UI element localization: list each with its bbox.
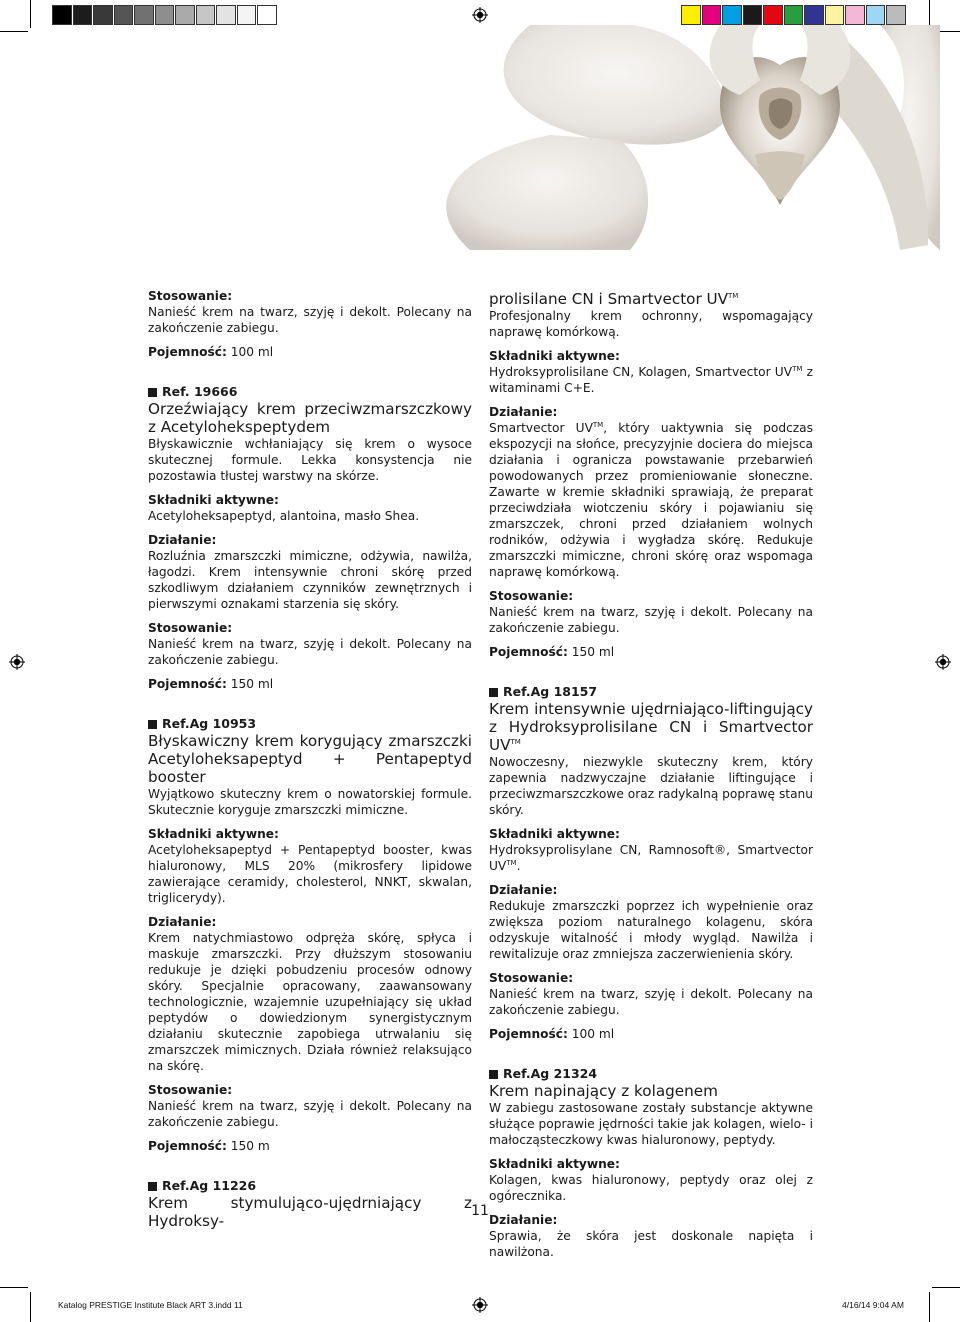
color-swatch xyxy=(784,5,804,25)
usage-text: Nanieść krem na twarz, szyję i dekolt. Polecany na zakończenie zabiegu. xyxy=(489,987,813,1017)
usage-label: Stosowanie: xyxy=(489,589,574,603)
color-swatch xyxy=(237,5,257,25)
color-swatch xyxy=(681,5,701,25)
usage-text: Nanieść krem na twarz, szyję i dekolt. Polecany na zakończenie zabiegu. xyxy=(148,305,472,335)
ingredients-label: Składniki aktywne: xyxy=(489,1157,620,1171)
color-swatch xyxy=(134,5,154,25)
action-text: Redukuje zmarszczki poprzez ich wypełnienie oraz zwiększa poziom naturalnego kolagenu, skóra odzyskuje witalność i młody wygląd. Nawilża i rewitalizuje oraz zmniejsza zaczerwienienia skóry. xyxy=(489,899,813,961)
capacity-label: Pojemność: xyxy=(489,1027,568,1041)
usage-text: Nanieść krem na twarz, szyję i dekolt. Polecany na zakończenie zabiegu. xyxy=(148,1099,472,1129)
color-swatch xyxy=(52,5,72,25)
color-swatch xyxy=(743,5,763,25)
color-swatch xyxy=(216,5,236,25)
product-title-continued: prolisilane CN i Smartvector UV™ xyxy=(489,290,739,308)
ingredients-text: Acetyloheksapeptyd + Pentapeptyd booster, kwas hialuronowy, MLS 20% (mikrosfery lipidowe zawierające ceramidy, cholesterol, NNKT, skwalan, triglicerydy). xyxy=(148,843,472,905)
color-swatch xyxy=(257,5,277,25)
color-swatch xyxy=(155,5,175,25)
product-intro: W zabiegu zastosowane zostały substancje aktywne służące poprawie jędrności takie jak kolagen, wielo- i małocząsteczkowy kwas hialuronowy, peptydy. xyxy=(489,1101,813,1147)
action-text: Rozluźnia zmarszczki mimiczne, odżywia, nawilża, łagodzi. Krem intensywnie chroni skórę przed szkodliwym działaniem czynników zewnętrznych i pierwszymi oznakami starzenia się skóry. xyxy=(148,549,472,611)
color-bar xyxy=(681,5,907,27)
trim-mark xyxy=(929,1292,930,1322)
color-swatch xyxy=(114,5,134,25)
capacity-value: 150 ml xyxy=(230,677,274,691)
registration-mark-icon xyxy=(472,7,488,23)
ingredients-label: Składniki aktywne: xyxy=(489,349,620,363)
color-swatch xyxy=(722,5,742,25)
registration-mark-icon xyxy=(9,654,25,670)
trim-mark xyxy=(0,31,28,32)
date-slug: 4/16/14 9:04 AM xyxy=(842,1300,904,1310)
file-slug: Katalog PRESTIGE Institute Black ART 3.indd 11 xyxy=(58,1300,243,1310)
usage-label: Stosowanie: xyxy=(148,1083,233,1097)
trim-mark xyxy=(932,1287,960,1288)
action-label: Działanie: xyxy=(489,405,558,419)
product-title: Błyskawiczny krem korygujący zmarszczki Acetyloheksapeptyd + Pentapeptyd booster xyxy=(148,732,472,786)
color-swatch xyxy=(702,5,722,25)
capacity-label: Pojemność: xyxy=(489,645,568,659)
action-text: Sprawia, że skóra jest doskonale napięta i nawilżona. xyxy=(489,1229,813,1259)
usage-label: Stosowanie: xyxy=(148,621,233,635)
capacity-label: Pojemność: xyxy=(148,677,227,691)
capacity-value: 100 ml xyxy=(571,1027,615,1041)
ingredients-text: Hydroksyprolisilane CN, Kolagen, Smartvector UV™ z witaminami C+E. xyxy=(489,364,813,395)
trim-mark xyxy=(929,0,930,28)
usage-text: Nanieść krem na twarz, szyję i dekolt. Polecany na zakończenie zabiegu. xyxy=(489,605,813,635)
product-title: Krem stymulująco-ujędrniający z Hydroksy- xyxy=(148,1194,472,1230)
action-text: Krem natychmiastowo odpręża skórę, spłyca i maskuje zmarszczki. Przy dłuższym stosowaniu redukuje je dzięki pobudzeniu procesów odnowy skóry. Specjalnie opracowany, zaawansowany technologicznie, wzajemnie uzupełniający się układ peptydów o dowiedzionym synergistycznym działaniu skutecznie zapobiega utrwalaniu się zmarszczek mimicznych. Działa również relaksująco na skórę. xyxy=(148,931,472,1073)
capacity-label: Pojemność: xyxy=(148,1139,227,1153)
usage-text: Nanieść krem na twarz, szyję i dekolt. Polecany na zakończenie zabiegu. xyxy=(148,637,472,667)
trim-mark xyxy=(0,1287,28,1288)
product-intro: Nowoczesny, niezwykle skuteczny krem, który zapewnia nadzwyczajne działanie liftingujące i przeciwzmarszczkowe oraz radykalną poprawę stanu skóry. xyxy=(489,755,813,817)
color-swatch xyxy=(866,5,886,25)
product-intro: Profesjonalny krem ochronny, wspomagający naprawę komórkową. xyxy=(489,309,813,339)
color-swatch xyxy=(175,5,195,25)
ingredients-text: Acetyloheksapeptyd, alantoina, masło Shea. xyxy=(148,509,420,523)
capacity-value: 150 ml xyxy=(571,645,615,659)
trim-mark xyxy=(30,0,31,28)
action-label: Działanie: xyxy=(489,1213,558,1227)
product-title: Krem intensywnie ujędrniająco-liftingujący z Hydroksyprolisilane CN i Smartvector UV™ xyxy=(489,700,813,754)
ingredients-text: Hydroksyprolisylane CN, Ramnosoft®, Smartvector UV™. xyxy=(489,843,813,873)
product-ref: Ref. 19666 xyxy=(148,384,472,400)
action-text: Smartvector UV™, który uaktywnia się podczas ekspozycji na słońce, precyzyjnie dociera do miejsca działania i ogranicza powstawanie przebarwień powodowanych przez promieniowanie słoneczne. Zawarte w kremie składniki sprawiają, że preparat przeciwdziała wiotczeniu skóry i pojawianiu się zmarszczek, chroni przed działaniem wolnych rodników, odżywia i wygładza skórę. Redukuje zmarszczki mimiczne, chroni skórę oraz wspomaga naprawę komórkową. xyxy=(489,420,813,579)
ingredients-label: Składniki aktywne: xyxy=(148,827,279,841)
product-intro: Wyjątkowo skuteczny krem o nowatorskiej formule. Skutecznie koryguje zmarszczki mimiczne. xyxy=(148,787,472,817)
page-number: 11 xyxy=(471,1203,489,1219)
product-ref: Ref.Ag 18157 xyxy=(489,684,813,700)
color-swatch xyxy=(804,5,824,25)
color-swatch xyxy=(196,5,216,25)
product-ref: Ref.Ag 11226 xyxy=(148,1178,472,1194)
product-intro: Błyskawicznie wchłaniający się krem o wysoce skutecznej formule. Lekka konsystencja nie pozostawia tłustej warstwy na skórze. xyxy=(148,437,472,483)
registration-mark-icon xyxy=(472,1297,488,1313)
capacity-label: Pojemność: xyxy=(148,345,227,359)
color-swatch xyxy=(73,5,93,25)
right-column xyxy=(489,288,813,1268)
grayscale-bar xyxy=(52,5,278,27)
action-label: Działanie: xyxy=(148,915,217,929)
capacity-value: 150 m xyxy=(230,1139,270,1153)
product-title: Krem napinający z kolagenem xyxy=(489,1082,718,1100)
color-swatch xyxy=(845,5,865,25)
capacity-value: 100 ml xyxy=(230,345,274,359)
action-label: Działanie: xyxy=(148,533,217,547)
left-column xyxy=(148,288,472,1230)
orchid-image xyxy=(300,25,940,250)
product-ref: Ref.Ag 10953 xyxy=(148,716,472,732)
action-label: Działanie: xyxy=(489,883,558,897)
color-swatch xyxy=(825,5,845,25)
usage-label: Stosowanie: xyxy=(489,971,574,985)
registration-mark-icon xyxy=(935,654,951,670)
product-ref: Ref.Ag 21324 xyxy=(489,1066,813,1082)
product-title: Orzeźwiający krem przeciwzmarszczkowy z Acetylohekspeptydem xyxy=(148,400,472,436)
usage-label: Stosowanie: xyxy=(148,289,233,303)
ingredients-text: Kolagen, kwas hialuronowy, peptydy oraz olej z ogórecznika. xyxy=(489,1173,813,1203)
color-swatch xyxy=(886,5,906,25)
color-swatch xyxy=(93,5,113,25)
trim-mark xyxy=(30,1292,31,1322)
ingredients-label: Składniki aktywne: xyxy=(148,493,279,507)
ingredients-label: Składniki aktywne: xyxy=(489,827,620,841)
color-swatch xyxy=(763,5,783,25)
